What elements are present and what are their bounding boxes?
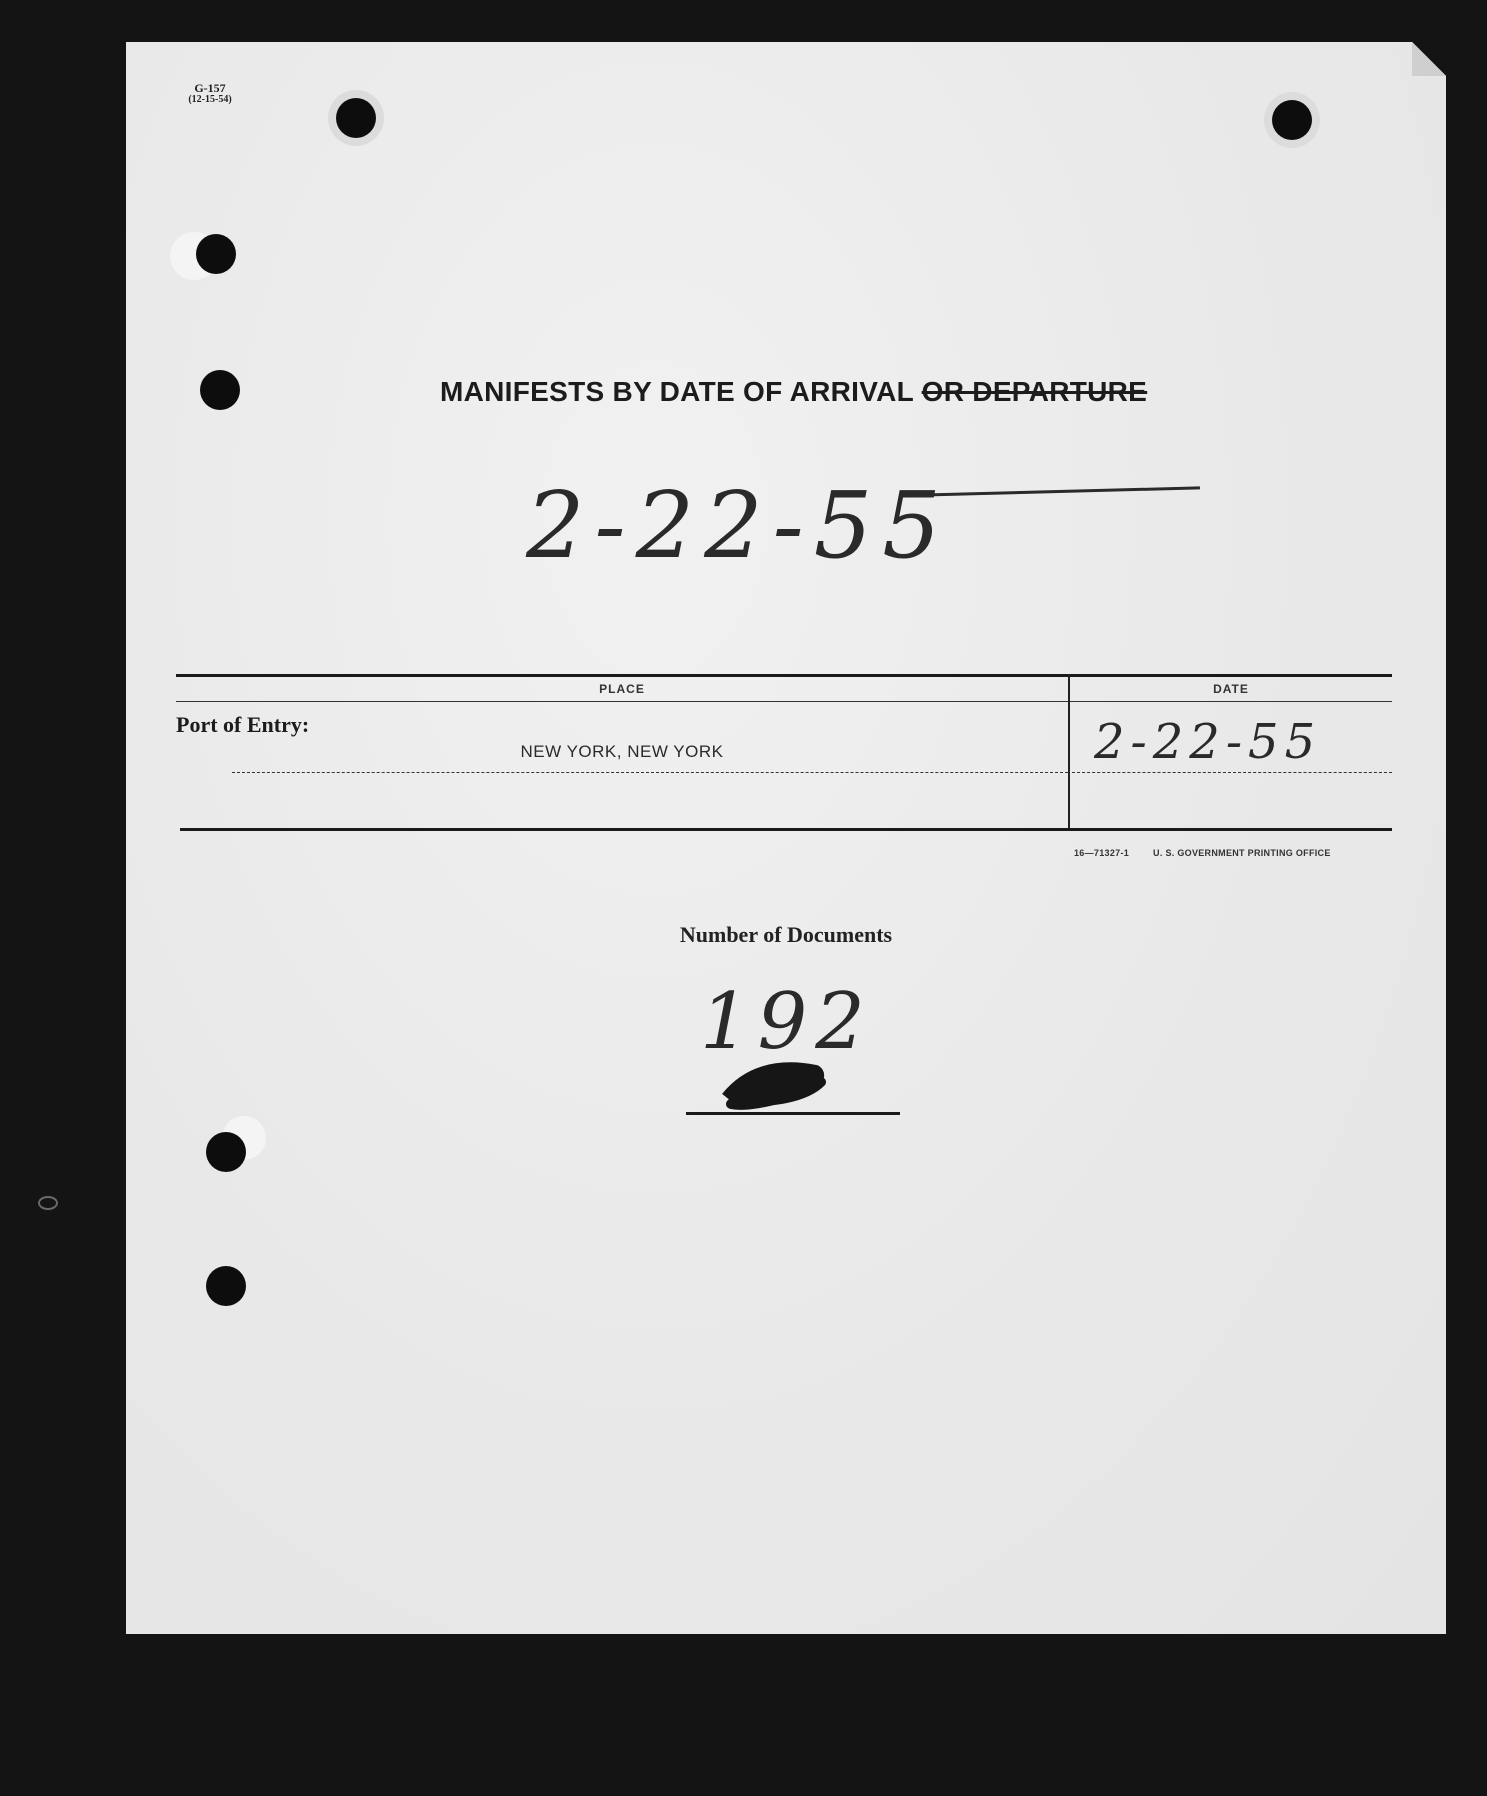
- form-revision: (12-15-54): [188, 94, 232, 105]
- scan-margin-mark: [38, 1196, 58, 1210]
- title-struck-text: OR DEPARTURE: [921, 376, 1148, 407]
- punch-hole: [196, 234, 236, 274]
- table-column-divider: [1068, 674, 1070, 830]
- punch-hole: [336, 98, 376, 138]
- date-dotted-line: [1072, 772, 1392, 773]
- page-corner-fold: [1412, 42, 1446, 76]
- punch-hole: [206, 1266, 246, 1306]
- printer-code: 16—71327-1: [1074, 848, 1130, 858]
- place-dotted-line: [232, 772, 1068, 773]
- port-of-entry-label: Port of Entry:: [176, 712, 310, 737]
- date-column-header: DATE: [1213, 682, 1249, 696]
- printer-office: U. S. GOVERNMENT PRINTING OFFICE: [1153, 848, 1331, 858]
- document-count: 192: [700, 977, 873, 1067]
- table-top-rule: [176, 674, 1392, 677]
- punch-hole: [1272, 100, 1312, 140]
- punch-hole: [206, 1132, 246, 1172]
- punch-hole: [200, 370, 240, 410]
- place-column-header: PLACE: [599, 682, 645, 696]
- count-underline: [686, 1112, 900, 1115]
- port-date-value: 2-22-55: [1094, 714, 1322, 770]
- form-number: [170, 82, 250, 106]
- title-main: MANIFESTS BY DATE OF ARRIVAL: [440, 376, 914, 407]
- page-title: [440, 376, 1180, 408]
- handwritten-stroke: [920, 486, 1200, 496]
- form-code: G-157: [194, 81, 226, 95]
- scribble-out-mark: [716, 1052, 836, 1112]
- printer-imprint: [1074, 848, 1331, 858]
- table-header-rule: [176, 701, 1392, 702]
- table-bottom-rule: [180, 828, 1392, 831]
- document-page: [126, 42, 1446, 1634]
- handwritten-arrival-date: 2-22-55: [526, 472, 951, 579]
- number-of-documents-label: Number of Documents: [679, 922, 893, 947]
- port-place-value: NEW YORK, NEW YORK: [520, 742, 724, 761]
